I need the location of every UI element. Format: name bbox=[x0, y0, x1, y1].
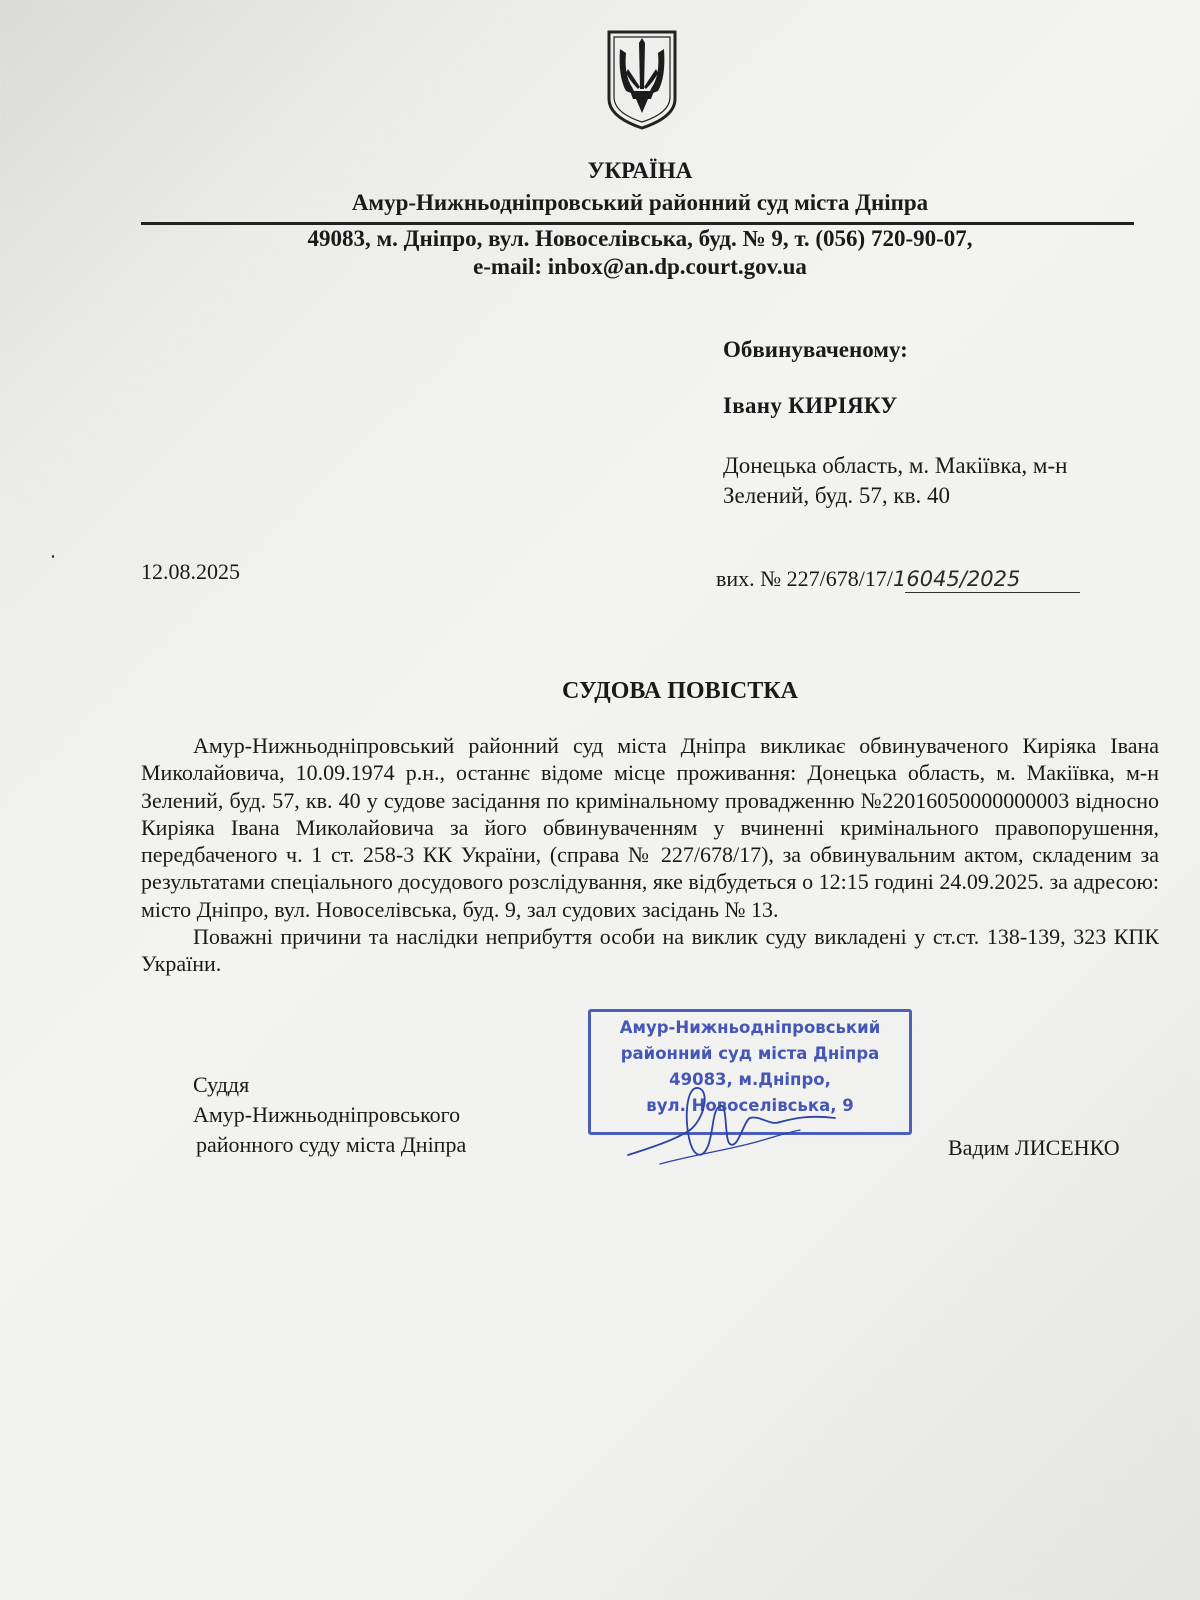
stamp-line-4: вул. Новоселівська, 9 bbox=[646, 1096, 854, 1115]
outgoing-number-underline bbox=[905, 592, 1080, 593]
recipient-title: Обвинуваченому: bbox=[723, 337, 908, 362]
signer-court-line-2: районного суду міста Дніпра bbox=[196, 1132, 467, 1157]
trident-coat-of-arms-icon bbox=[606, 29, 678, 131]
recipient-address-line-2: Зелений, буд. 57, кв. 40 bbox=[723, 483, 950, 508]
header-divider bbox=[141, 222, 1134, 225]
body-paragraph-1: Амур-Нижньодніпровський районний суд міста Дніпра викликає обвинуваченого Киріяка Івана Миколайовича, 10.09.1974 р.н., останнє відоме місце проживання: Донецька область, м. Макіївка, м-н Зелений, буд. 57, кв. 40 у судове засідання по кримінальному провадженню №22016050000000003 відносно Киріяка Івана Миколайовича за його обвинуваченням у вчиненні кримінального правопорушення, передбаченого ч. 1 ст. 258-3 КК України, (справа № 227/678/17), за обвинувальним актом, складеним за результатами спеціального досудового розслідування, яке відбудеться о 12:15 годині 24.09.2025. за адресою: місто Дніпро, вул. Новоселівська, буд. 9, зал судових засідань № 13. bbox=[141, 733, 1159, 922]
stamp-line-2: районний суд міста Дніпра bbox=[620, 1044, 880, 1063]
court-name-heading: Амур-Нижньодніпровський районний суд міста Дніпра bbox=[351, 190, 929, 215]
judge-name: Вадим ЛИСЕНКО bbox=[948, 1135, 1120, 1160]
recipient-address bbox=[723, 451, 1123, 511]
handwritten-signature bbox=[620, 1060, 850, 1175]
outgoing-number-handwritten: 16045/2025 bbox=[893, 567, 1021, 591]
stamp-line-1: Амур-Нижньодніпровський bbox=[619, 1018, 881, 1037]
stamp-line-3: 49083, м.Дніпро, bbox=[669, 1070, 831, 1089]
court-email: e-mail: inbox@an.dp.court.gov.ua bbox=[473, 254, 807, 279]
court-address: 49083, м. Дніпро, вул. Новоселівська, буд. № 9, т. (056) 720-90-07, bbox=[307, 226, 973, 251]
document-body bbox=[141, 732, 1159, 978]
signer-role: Суддя bbox=[193, 1072, 250, 1097]
body-paragraph-2: Поважні причини та наслідки неприбуття особи на виклик суду викладені у ст.ст. 138-139, 323 КПК України. bbox=[141, 924, 1159, 977]
outgoing-number-prefix: вих. № 227/678/17/ bbox=[716, 566, 893, 591]
document-date: 12.08.2025 bbox=[141, 559, 240, 584]
signature-block bbox=[193, 1070, 466, 1160]
paper-speck bbox=[52, 555, 54, 558]
signer-court-line-1: Амур-Нижньодніпровського bbox=[193, 1102, 461, 1127]
document-title: СУДОВА ПОВІСТКА bbox=[562, 678, 798, 704]
country-heading: УКРАЇНА bbox=[587, 158, 693, 183]
outgoing-number bbox=[716, 566, 1020, 592]
recipient-address-line-1: Донецька область, м. Макіївка, м-н bbox=[723, 453, 1068, 478]
recipient-name: Івану КИРІЯКУ bbox=[723, 393, 898, 418]
